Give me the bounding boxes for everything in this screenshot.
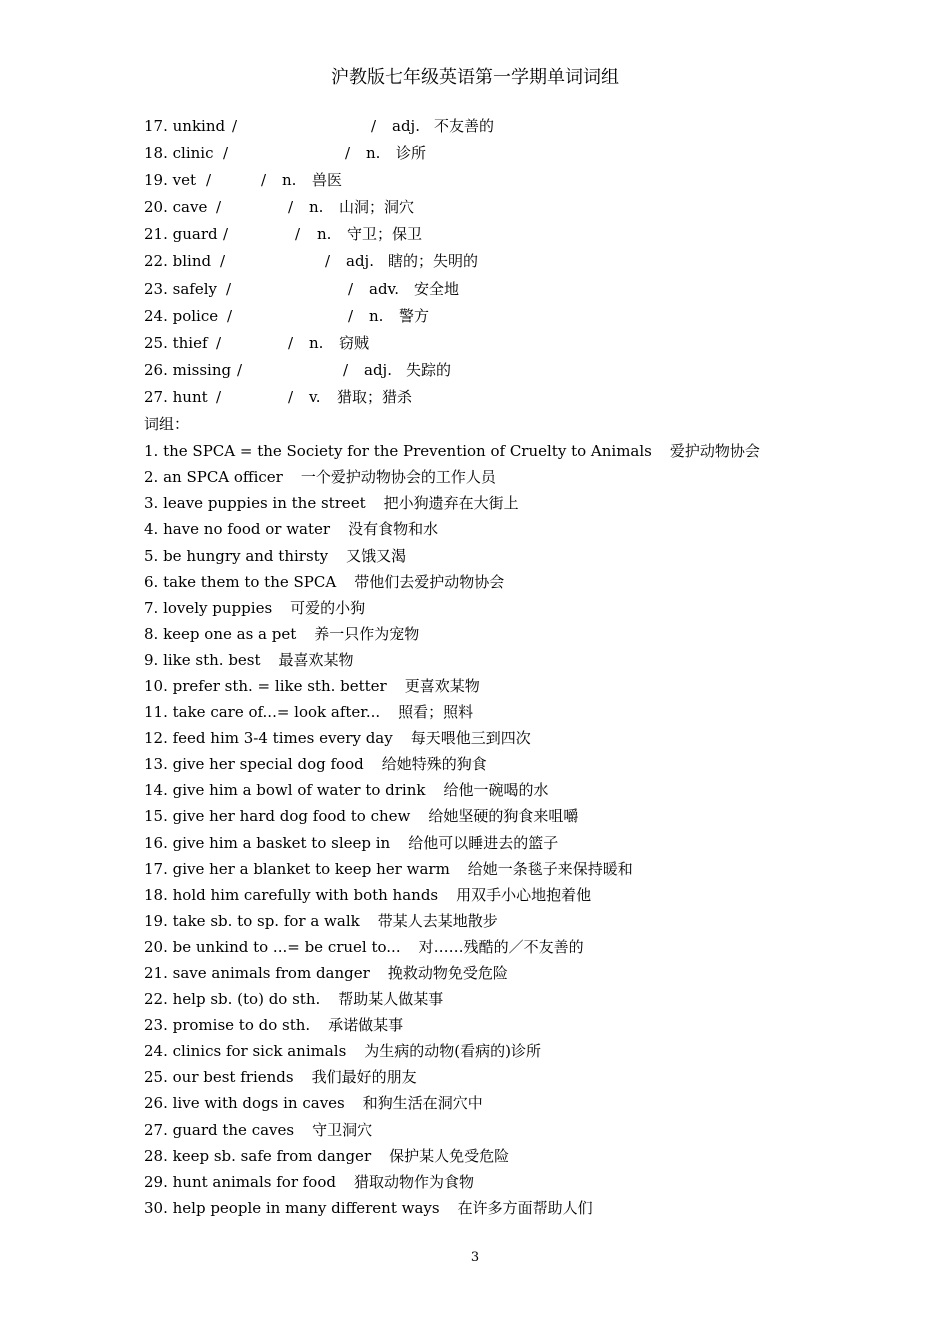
phrase-chinese: 养一只作为宠物 [314,624,420,643]
phrase-row [144,1119,864,1145]
phrase-chinese: 守卫洞穴 [312,1120,373,1139]
phrase-chinese: 在许多方面帮助人们 [457,1198,593,1217]
phonetic-slash-open: / [216,198,222,217]
vocab-row [144,386,864,413]
phrase-row [144,675,864,701]
phrase-english: 29. hunt animals for food [144,1172,336,1191]
phrase-chinese: 帮助某人做某事 [338,990,444,1009]
phrase-row [144,701,864,727]
phonetic-slash-open: / [206,171,212,190]
phrase-row [144,1197,864,1223]
vocab-pos: n. [366,144,381,163]
phrase-row [144,649,864,675]
vocab-meaning: 失踪的 [406,360,452,379]
phrase-row [144,1145,864,1171]
phrase-row [144,466,864,492]
phrase-row [144,805,864,831]
phrase-english: 6. take them to the SPCA [144,572,337,591]
phrase-row [144,492,864,518]
vocab-row [144,196,864,223]
phrase-english: 10. prefer sth. = like sth. better [144,676,387,695]
phrase-english: 16. give him a basket to sleep in [144,833,391,852]
vocab-pos: n. [369,306,384,325]
vocab-meaning: 兽医 [312,171,343,190]
phrase-english: 5. be hungry and thirsty [144,546,329,565]
phrase-row [144,988,864,1014]
phonetic-slash-close: / [288,387,294,406]
vocab-meaning: 山洞；洞穴 [339,198,415,217]
phrase-chinese: 和狗生活在洞穴中 [362,1094,483,1113]
phonetic-slash-close: / [295,225,301,244]
phrase-row [144,832,864,858]
phonetic-slash-close: / [325,252,331,271]
phrase-chinese: 更喜欢某物 [404,676,480,695]
phonetic-slash-close: / [348,306,354,325]
phrase-english: 7. lovely puppies [144,598,273,617]
phrase-chinese: 带某人去某地散步 [377,911,498,930]
phrase-row [144,779,864,805]
phonetic-slash-open: / [223,144,229,163]
phrase-english: 9. like sth. best [144,650,261,669]
phrase-english: 8. keep one as a pet [144,624,297,643]
phonetic-slash-open: / [227,306,233,325]
phrase-chinese: 保护某人免受危险 [389,1146,510,1165]
phrase-row [144,962,864,988]
phrase-english: 14. give him a bowl of water to drink [144,781,426,800]
vocab-word: 23. safely [144,279,217,298]
phonetic-slash-close: / [343,360,349,379]
phrase-chinese: 我们最好的朋友 [311,1068,417,1087]
vocab-pos: v. [309,387,321,406]
phrase-english: 27. guard the caves [144,1120,295,1139]
phrase-chinese: 给她一条毯子来保持暖和 [467,859,633,878]
vocab-row [144,115,864,142]
phonetic-slash-open: / [216,333,222,352]
phrase-row [144,440,864,466]
phrases-heading: 词组： [144,415,190,434]
phrase-row [144,753,864,779]
phrase-english: 4. have no food or water [144,520,331,539]
phrase-english: 22. help sb. (to) do sth. [144,990,321,1009]
phrase-english: 25. our best friends [144,1068,294,1087]
phrase-chinese: 承诺做某事 [328,1016,404,1035]
phrase-chinese: 照看；照料 [398,703,474,722]
vocab-pos: adv. [369,279,400,298]
phrase-row [144,727,864,753]
phrase-english: 12. feed him 3-4 times every day [144,729,393,748]
phrase-english: 1. the SPCA = the Society for the Prevention of Cruelty to Animals [144,442,652,461]
phrase-english: 26. live with dogs in caves [144,1094,345,1113]
phrase-chinese: 可爱的小狗 [290,598,366,617]
phonetic-slash-close: / [348,279,354,298]
vocab-meaning: 守卫；保卫 [347,225,423,244]
phrase-row [144,623,864,649]
phrase-chinese: 挽救动物免受危险 [387,964,508,982]
phrase-chinese: 给他一碗喝的水 [443,781,549,800]
phrase-row [144,518,864,544]
document-body [144,115,864,1223]
vocab-pos: n. [317,225,332,244]
phrase-row [144,571,864,597]
vocab-meaning: 不友善的 [434,117,495,135]
phrase-row [144,545,864,571]
phrase-row [144,884,864,910]
phrase-english: 24. clinics for sick animals [144,1042,347,1061]
phonetic-slash-open: / [226,279,232,298]
vocab-word: 26. missing [144,360,232,379]
vocab-row [144,332,864,359]
phrase-english: 19. take sb. to sp. for a walk [144,911,360,930]
phrase-row [144,936,864,962]
vocab-word: 22. blind [144,252,212,271]
phrase-english: 21. save animals from danger [144,964,370,982]
phrase-row [144,910,864,936]
phrase-chinese: 用双手小心地抱着他 [456,885,592,904]
vocab-meaning: 警方 [399,306,430,325]
phonetic-slash-open: / [232,117,238,135]
vocab-word: 19. vet [144,171,197,190]
phonetic-slash-close: / [288,198,294,217]
vocab-row [144,305,864,332]
vocab-word: 17. unkind [144,117,226,135]
vocab-word: 27. hunt [144,387,208,406]
vocab-word: 24. police [144,306,219,325]
phrase-english: 18. hold him carefully with both hands [144,885,439,904]
vocab-word: 25. thief [144,333,208,352]
phrase-chinese: 最喜欢某物 [278,650,354,669]
phonetic-slash-open: / [237,360,243,379]
vocab-meaning: 猎取；猎杀 [337,387,413,406]
phrase-row [144,1014,864,1040]
phrase-chinese: 没有食物和水 [348,520,439,539]
vocab-row [144,142,864,169]
vocab-word: 18. clinic [144,144,214,163]
vocab-row [144,223,864,250]
phrase-chinese: 对……残酷的／不友善的 [418,937,584,956]
vocab-row [144,250,864,277]
phrase-english: 11. take care of...= look after... [144,703,381,722]
phrase-chinese: 又饿又渴 [346,546,407,565]
phrase-chinese: 带他们去爱护动物协会 [354,572,505,591]
phrase-english: 30. help people in many different ways [144,1198,440,1217]
phonetic-slash-open: / [223,225,229,244]
phrase-english: 13. give her special dog food [144,755,364,774]
phrase-row [144,858,864,884]
phonetic-slash-close: / [288,333,294,352]
vocab-pos: n. [282,171,297,190]
vocab-row [144,278,864,305]
phrase-row [144,1092,864,1118]
phonetic-slash-open: / [220,252,226,271]
phonetic-slash-close: / [371,117,377,135]
phrase-chinese: 一个爱护动物协会的工作人员 [300,468,496,487]
vocab-meaning: 窃贼 [339,333,370,352]
phrase-english: 3. leave puppies in the street [144,494,366,513]
phrase-english: 17. give her a blanket to keep her warm [144,859,450,878]
phrase-english: 23. promise to do sth. [144,1016,311,1035]
phonetic-slash-close: / [345,144,351,163]
vocab-meaning: 瞎的；失明的 [388,252,479,271]
vocab-pos: n. [309,198,324,217]
phrase-list [144,440,864,1223]
phrase-row [144,1171,864,1197]
vocab-pos: adj. [364,360,392,379]
vocab-meaning: 安全地 [414,279,460,298]
vocab-pos: adj. [392,117,420,135]
vocab-pos: adj. [346,252,374,271]
phrase-chinese: 给她特殊的狗食 [381,755,487,774]
phonetic-slash-close: / [261,171,267,190]
phrase-chinese: 每天喂他三到四次 [410,729,531,748]
page-title: 沪教版七年级英语第一学期单词词组 [331,67,619,88]
phrase-row [144,597,864,623]
phrase-row [144,1066,864,1092]
vocabulary-list [144,115,864,413]
phrase-chinese: 为生病的动物(看病的)诊所 [364,1042,541,1061]
vocab-pos: n. [309,333,324,352]
phrase-english: 28. keep sb. safe from danger [144,1146,372,1165]
phrase-chinese: 爱护动物协会 [669,442,760,461]
phrase-chinese: 把小狗遗弃在大街上 [383,494,519,513]
phrase-chinese: 猎取动物作为食物 [353,1172,474,1191]
phonetic-slash-open: / [216,387,222,406]
vocab-word: 21. guard [144,225,218,244]
phrase-chinese: 给他可以睡进去的篮子 [408,833,559,852]
phrase-chinese: 给她坚硬的狗食来咀嚼 [428,807,579,826]
vocab-row [144,169,864,196]
phrase-row [144,1040,864,1066]
phrase-english: 15. give her hard dog food to chew [144,807,411,826]
page-number: 3 [470,1250,480,1265]
vocab-meaning: 诊所 [396,144,427,163]
vocab-word: 20. cave [144,198,208,217]
phrase-english: 2. an SPCA officer [144,468,283,487]
vocab-row [144,359,864,386]
phrase-english: 20. be unkind to ...= be cruel to... [144,937,401,956]
